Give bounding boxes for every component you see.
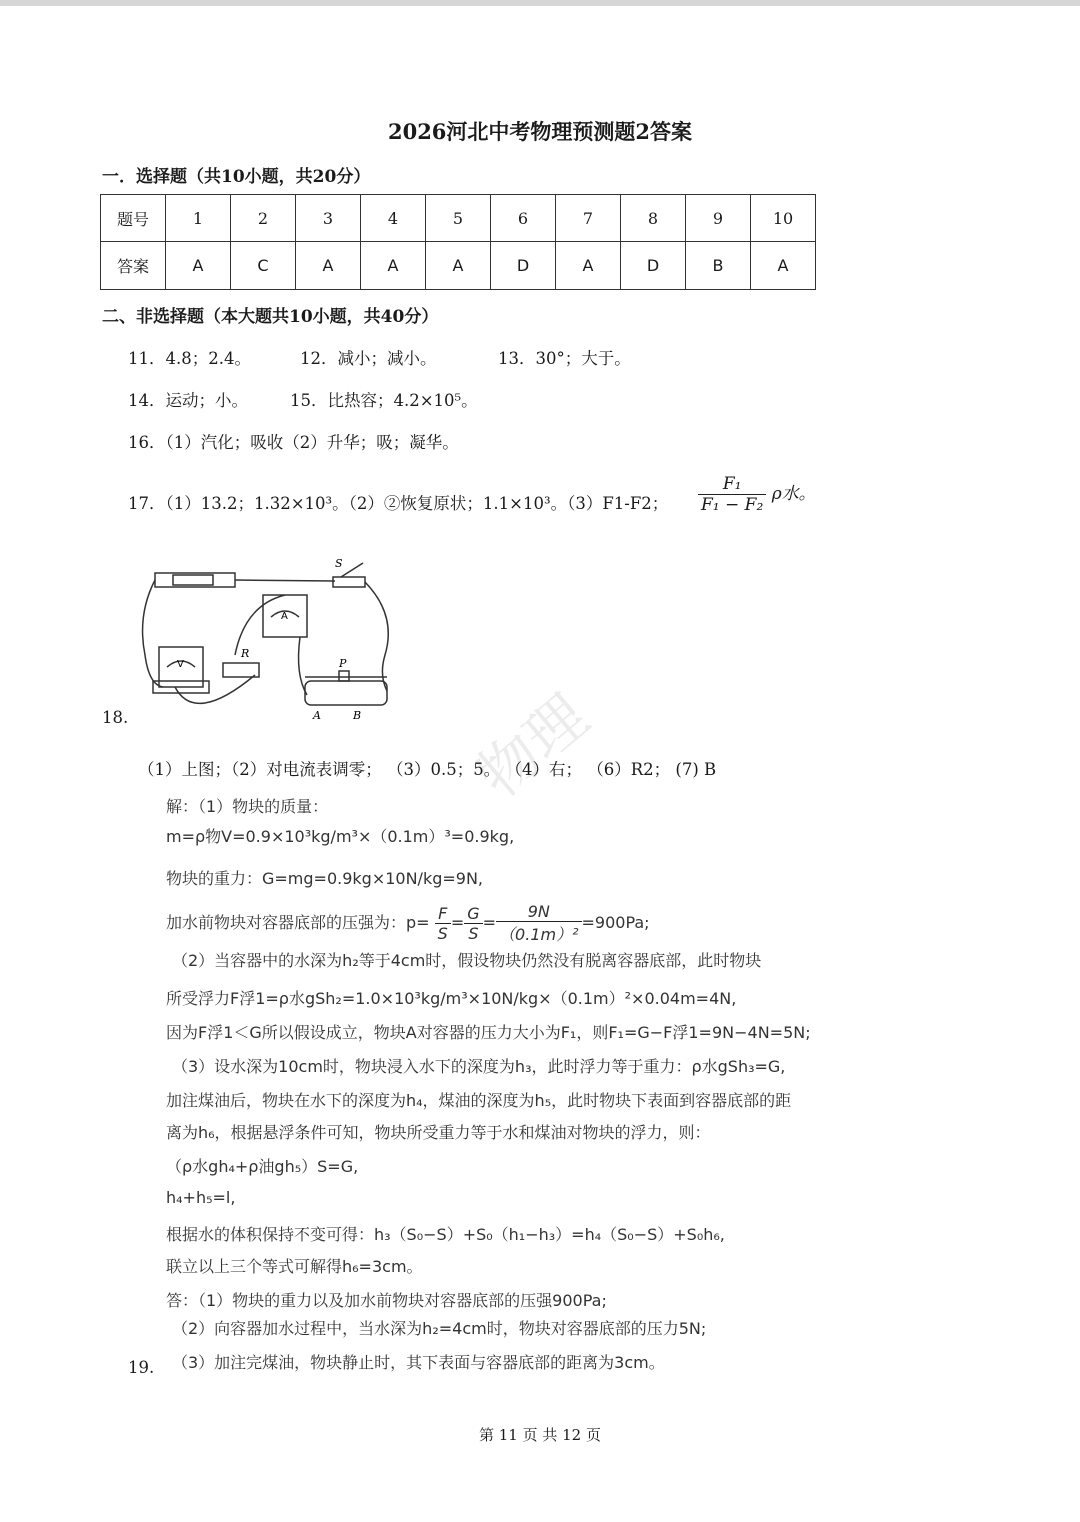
label-a: A	[313, 709, 321, 722]
q19-line: m=ρ物V=0.9×10³kg/m³×（0.1m）³=0.9kg,	[166, 827, 515, 846]
q18-number: 18.	[102, 708, 129, 727]
q19-line: （2）当容器中的水深为h₂等于4cm时，假设物块仍然没有脱离容器底部，此时物块	[172, 951, 762, 970]
label-p: P	[339, 657, 347, 670]
cell-number: 9	[686, 195, 751, 242]
frac-num: G	[464, 904, 482, 924]
q19-line: （2）向容器加水过程中，当水深为h₂=4cm时，物块对容器底部的压力5N;	[172, 1319, 707, 1338]
battery-cell	[173, 575, 213, 585]
q19-line: 根据水的体积保持不变可得：h₃（S₀−S）+S₀（h₁−h₃）=h₄（S₀−S）+S₀h₆,	[166, 1225, 725, 1244]
q19-line: 加注煤油后，物块在水下的深度为h₄，煤油的深度为h₅，此时物块下表面到容器底部的距	[166, 1091, 792, 1110]
switch-lever	[341, 563, 363, 577]
q18-answer: （1）上图；（2）对电流表调零； （3）0.5；5。 （4）右； （6）R2； (7) B	[138, 760, 717, 779]
frac-den: （0.1m）²	[499, 925, 579, 944]
q19-line: 离为h₆，根据悬浮条件可知，物块所受重力等于水和煤油对物块的浮力，则：	[166, 1123, 711, 1142]
cell-answer: A	[556, 242, 621, 290]
q19-line: 答：（1）物块的重力以及加水前物块对容器底部的压强900Pa;	[166, 1291, 607, 1310]
cell-number: 4	[361, 195, 426, 242]
answer-table	[100, 194, 816, 290]
q19-line: 解：（1）物块的质量：	[166, 797, 329, 816]
cell-answer: A	[166, 242, 231, 290]
switch-base	[333, 577, 365, 587]
answer-q16: 16．（1）汽化；吸收（2）升华；吸；凝华。	[128, 433, 459, 452]
cell-answer: A	[751, 242, 816, 290]
cell-number: 8	[621, 195, 686, 242]
cell-answer: C	[231, 242, 296, 290]
frac-num: F	[435, 904, 451, 924]
top-border	[0, 0, 1080, 6]
q19-line: 所受浮力F浮1=ρ水gSh₂=1.0×10³kg/m³×10N/kg×（0.1m）²×0.04m=4N,	[166, 989, 737, 1008]
label-voltmeter: V	[177, 659, 184, 670]
frac-result: =900Pa;	[581, 913, 650, 932]
cell-answer: A	[361, 242, 426, 290]
cell-answer: D	[491, 242, 556, 290]
q19-line: 联立以上三个等式可解得h₆=3cm。	[166, 1257, 423, 1276]
section1-heading: 一．选择题（共10小题，共20分）	[102, 167, 371, 187]
answer-q14: 14．运动；小。	[128, 391, 248, 410]
q19-line: h₄+h₅=l,	[166, 1188, 236, 1207]
table-row-answers	[101, 242, 816, 290]
row-label-number: 题号	[101, 195, 166, 242]
answer-q13: 13．30°；大于。	[498, 349, 631, 368]
label-b: B	[353, 709, 362, 722]
rheostat-slider	[339, 671, 349, 681]
resistor-r	[223, 663, 259, 677]
page-footer: 第 11 页 共 12 页	[478, 1426, 601, 1444]
cell-number: 7	[556, 195, 621, 242]
cell-number: 10	[751, 195, 816, 242]
cell-answer: D	[621, 242, 686, 290]
q19-line: （3）加注完煤油，物块静止时，其下表面与容器底部的距离为3cm。	[172, 1353, 665, 1372]
q19-line: 物块的重力：G=mg=0.9kg×10N/kg=9N,	[166, 869, 484, 888]
answer-q12: 12．减小；减小。	[300, 349, 437, 368]
circuit-diagram	[135, 555, 405, 725]
q17-tail: ρ水。	[771, 484, 816, 504]
answer-q15: 15．比热容；4.2×10⁵。	[290, 391, 478, 410]
row-label-answer: 答案	[101, 242, 166, 290]
frac-den: S	[437, 924, 448, 943]
wire	[235, 595, 285, 655]
cell-number: 6	[491, 195, 556, 242]
cell-answer: A	[296, 242, 361, 290]
q19-line: 因为F浮1＜G所以假设成立，物块A对容器的压力大小为F₁，则F₁=G−F浮1=9N−4N=5N;	[166, 1023, 811, 1042]
q17-frac-numerator: F₁	[698, 474, 766, 495]
q19-line: 加水前物块对容器底部的压强为：p=	[166, 913, 430, 932]
cell-number: 2	[231, 195, 296, 242]
q17-fraction	[698, 474, 816, 515]
wire	[175, 675, 255, 703]
label-s: S	[335, 557, 343, 570]
q19-number: 19.	[128, 1358, 155, 1377]
cell-number: 1	[166, 195, 231, 242]
cell-answer: B	[686, 242, 751, 290]
page-title: 2026河北中考物理预测题2答案	[387, 119, 693, 144]
watermark: 物理	[464, 681, 602, 813]
rheostat-body	[305, 681, 387, 705]
cell-answer: A	[426, 242, 491, 290]
label-r: R	[241, 647, 250, 660]
wire	[365, 582, 388, 691]
cell-number: 5	[426, 195, 491, 242]
q19-line: （ρ水gh₄+ρ油gh₅）S=G,	[166, 1157, 359, 1176]
q17-frac-denominator: F₁ − F₂	[701, 495, 764, 515]
wire	[235, 580, 335, 581]
answer-q11: 11．4.8；2.4。	[128, 349, 251, 368]
cell-number: 3	[296, 195, 361, 242]
frac-num: 9N	[496, 902, 581, 922]
q19-line: （3）设水深为10cm时，物块浸入水下的深度为h₃，此时浮力等于重力：ρ水gSh₃=G,	[172, 1057, 786, 1076]
answer-q17: 17．（1）13.2；1.32×10³。（2）②恢复原状；1.1×10³。（3）F1-F2；	[128, 494, 669, 513]
table-row-numbers	[101, 195, 816, 242]
q19-pressure-line: 加水前物块对容器底部的压强为：p= $\frac{F}{S}$ = $\frac{G}{S}$ = $\frac{9N}{\text{（0.1m）²}}$ =900Pa;	[166, 902, 650, 944]
wire	[143, 580, 163, 687]
frac-den: S	[468, 924, 479, 943]
section2-heading: 二、非选择题（本大题共10小题，共40分）	[102, 307, 439, 327]
label-ammeter: A	[281, 611, 288, 622]
